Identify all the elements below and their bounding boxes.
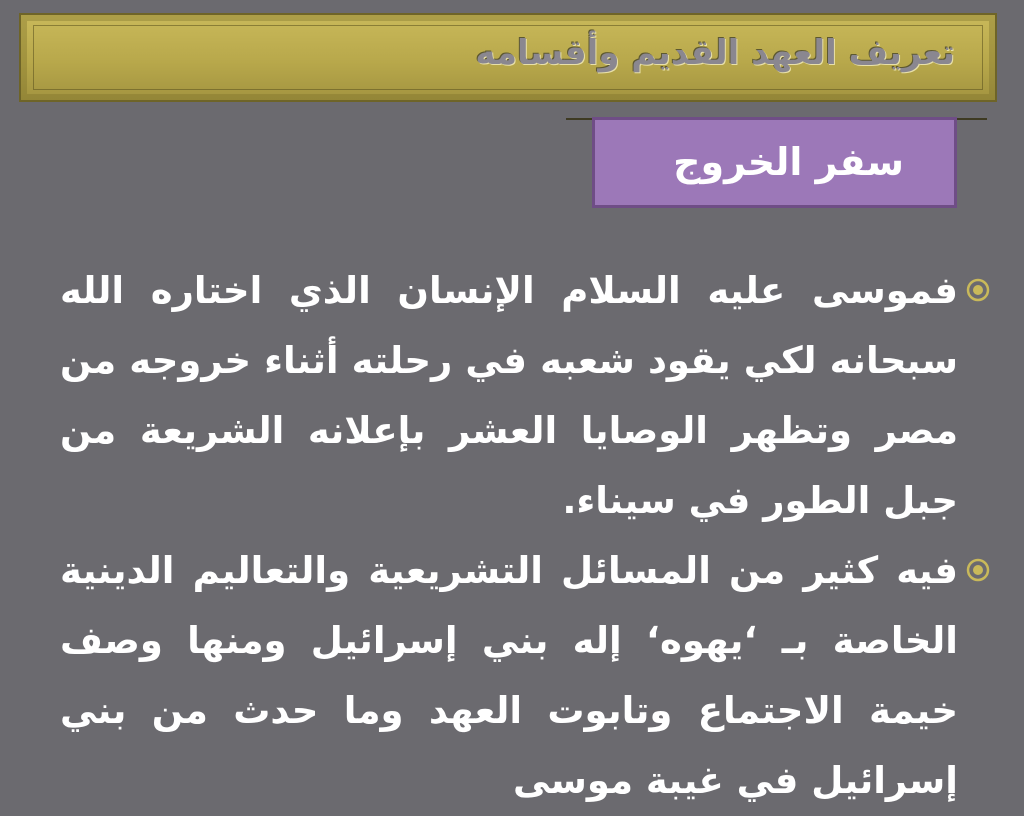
subtitle-box — [592, 117, 957, 208]
divider-line-right — [955, 118, 987, 120]
target-circle-icon — [966, 558, 990, 582]
slide-subtitle: سفر الخروج — [673, 140, 904, 184]
slide-title: تعريف العهد القديم وأقسامه — [475, 33, 955, 73]
title-bar — [19, 13, 997, 102]
bullet-list — [60, 256, 990, 802]
bullet-text: فيه كثير من المسائل التشريعية والتعاليم الدينية الخاصة بـ ‘يهوه‘ إله بني إسرائيل ومنها وصف خيمة الاجتماع وتابوت العهد وما حدث من بني إسرائيل في غيبة موسى — [60, 549, 958, 802]
bullet-item — [60, 536, 990, 816]
bullet-text: فموسى عليه السلام الإنسان الذي اختاره الله سبحانه لكي يقود شعبه في رحلته أثناء خروجه من مصر وتظهر الوصايا العشر بإعلانه الشريعة من جبل الطور في سيناء. — [60, 269, 958, 522]
bullet-item — [60, 256, 990, 536]
target-circle-icon — [966, 278, 990, 302]
